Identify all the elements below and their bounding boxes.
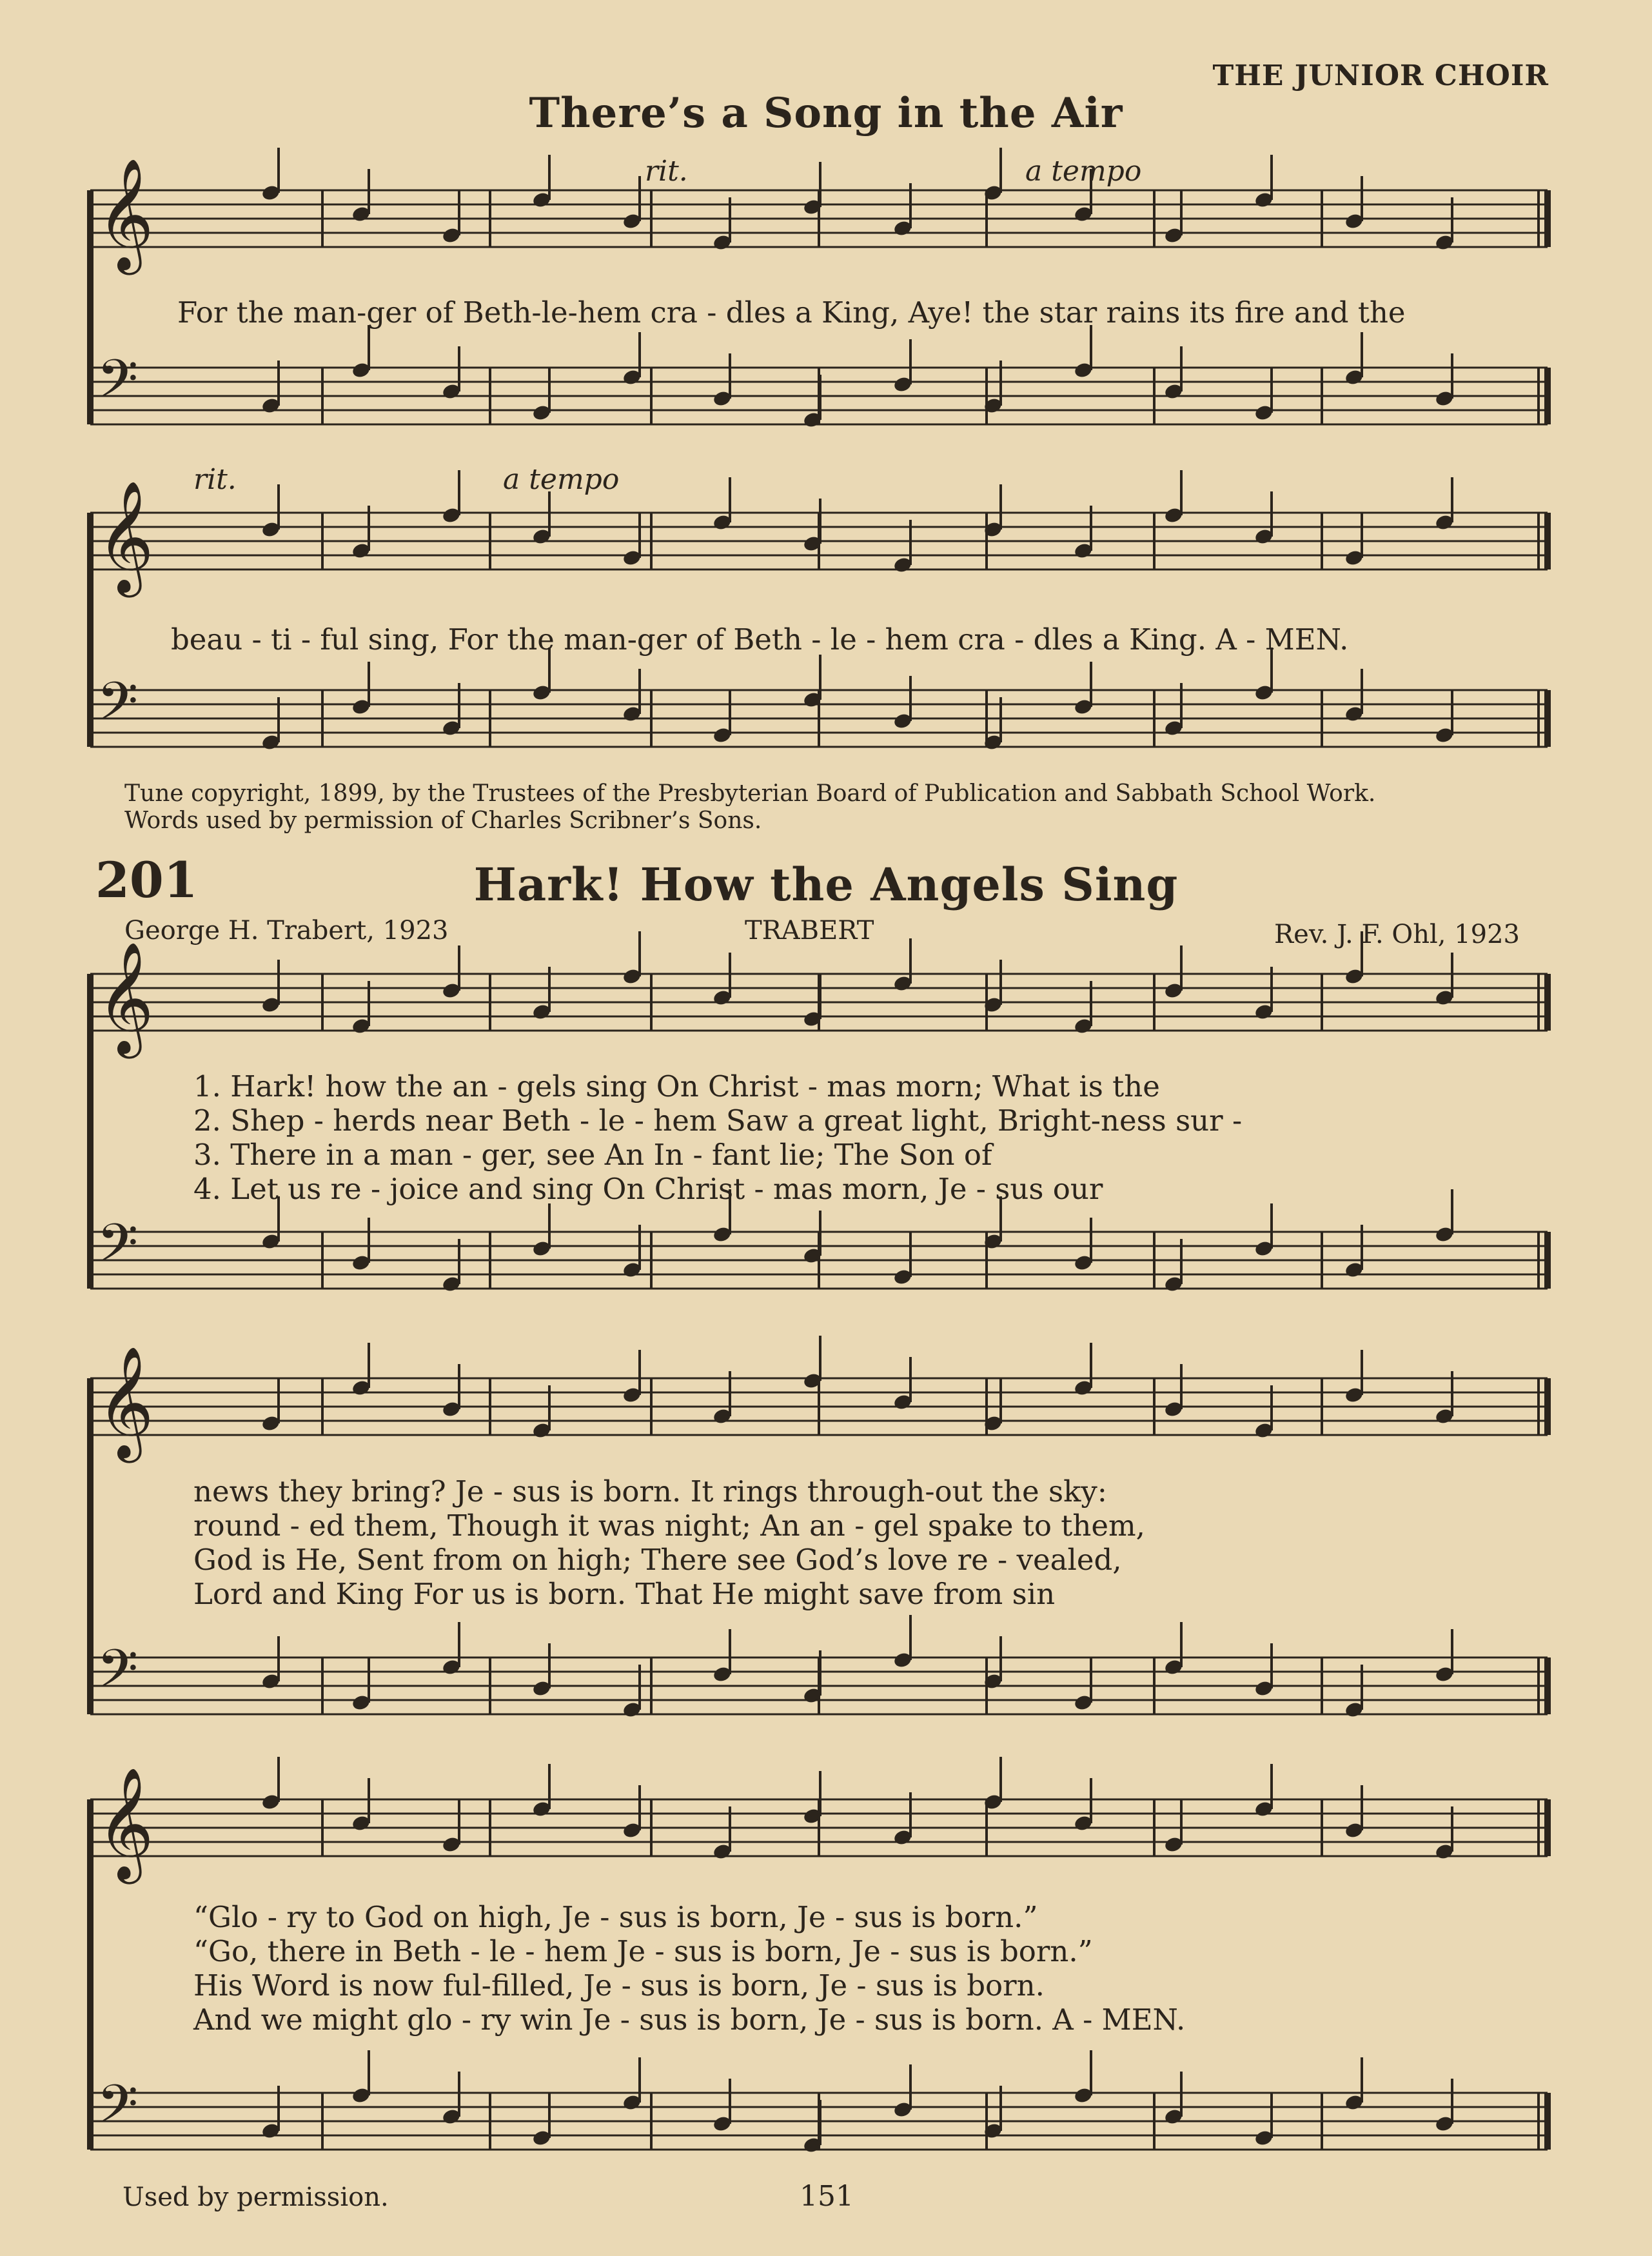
- page-number: 151: [800, 2180, 854, 2213]
- treble-clef-icon: 𝄞: [97, 158, 154, 270]
- verse-line: Lord and King For us is born. That He might save from sin: [193, 1577, 1056, 1611]
- hymn-number: 201: [95, 851, 198, 909]
- tune-name: TRABERT: [745, 916, 874, 945]
- section-header: THE JUNIOR CHOIR: [1212, 59, 1549, 92]
- verse-line: news they bring? Je - sus is born. It rings through-out the sky:: [193, 1474, 1107, 1509]
- bass-clef-icon: 𝄢: [97, 1638, 139, 1713]
- bass-clef-icon: 𝄢: [97, 2073, 139, 2148]
- verse-line: “Go, there in Beth - le - hem Je - sus is born, Je - sus is born.”: [193, 1934, 1093, 1968]
- tempo-a-tempo: a tempo: [1025, 155, 1142, 188]
- copyright-notice: Tune copyright, 1899, by the Trustees of the Presbyterian Board of Publication and Sabbath School Work.: [124, 780, 1376, 807]
- treble-clef-icon: 𝄞: [97, 480, 154, 593]
- verse-line: God is He, Sent from on high; There see God’s love re - vealed,: [193, 1543, 1122, 1577]
- lyrics-line: beau - ti - ful sing, For the man-ger of Beth - le - hem cra - dles a King. A - MEN.: [171, 622, 1349, 657]
- hymn-title: There’s a Song in the Air: [529, 89, 1123, 137]
- treble-clef-icon: 𝄞: [97, 1346, 154, 1458]
- treble-clef-icon: 𝄞: [97, 942, 154, 1054]
- verse-line: 3. There in a man - ger, see An In - fant lie; The Son of: [193, 1138, 992, 1172]
- tempo-a-tempo: a tempo: [503, 463, 620, 496]
- verse-line: 2. Shep - herds near Beth - le - hem Saw a great light, Bright-ness sur -: [193, 1103, 1243, 1138]
- permission-note: Used by permission.: [123, 2182, 389, 2212]
- copyright-notice: Words used by permission of Charles Scribner’s Sons.: [124, 807, 762, 834]
- bass-clef-icon: 𝄢: [97, 1212, 139, 1287]
- lyrics-line: For the man-ger of Beth-le-hem cra - dles a King, Aye! the star rains its fire and the: [177, 295, 1406, 330]
- bass-clef-icon: 𝄢: [97, 348, 139, 423]
- treble-clef-icon: 𝄞: [97, 1767, 154, 1879]
- verse-line: 4. Let us re - joice and sing On Christ - mas morn, Je - sus our: [193, 1172, 1103, 1206]
- verse-line: 1. Hark! how the an - gels sing On Christ - mas morn; What is the: [193, 1069, 1160, 1103]
- verse-line: “Glo - ry to God on high, Je - sus is born, Je - sus is born.”: [193, 1900, 1038, 1934]
- bass-clef-icon: 𝄢: [97, 670, 139, 746]
- author-credit: Rev. J. F. Ohl, 1923: [1274, 920, 1520, 949]
- verse-line: And we might glo - ry win Je - sus is born, Je - sus is born. A - MEN.: [193, 2003, 1186, 2037]
- verse-line: His Word is now ful-filled, Je - sus is born, Je - sus is born.: [193, 1968, 1045, 2003]
- hymn-title: Hark! How the Angels Sing: [473, 858, 1179, 911]
- verse-line: round - ed them, Though it was night; An an - gel spake to them,: [193, 1509, 1145, 1543]
- composer-credit: George H. Trabert, 1923: [124, 916, 449, 945]
- tempo-rit: rit.: [645, 155, 688, 188]
- tempo-rit: rit.: [193, 463, 237, 496]
